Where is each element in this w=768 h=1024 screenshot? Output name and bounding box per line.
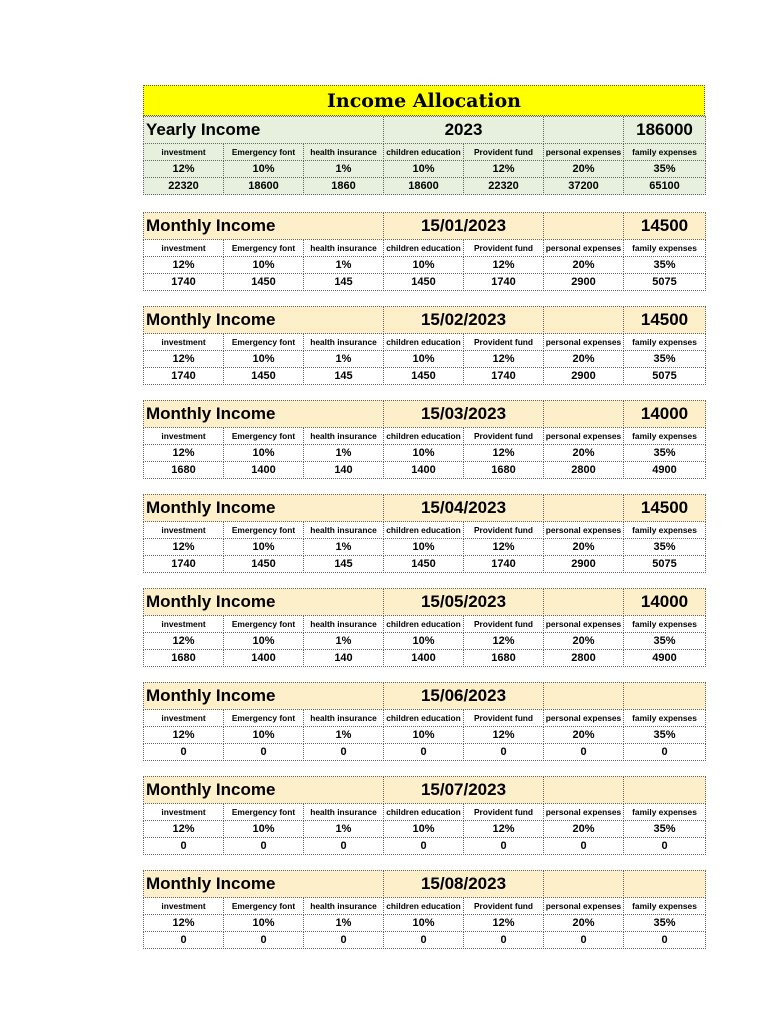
amount-cell[interactable]: 2900 <box>543 367 624 385</box>
amount-cell[interactable]: 0 <box>383 931 464 949</box>
amount-cell[interactable]: 0 <box>303 931 384 949</box>
percentage-cell[interactable]: 12% <box>143 350 224 368</box>
percentage-row <box>143 914 705 931</box>
spacer <box>143 290 705 306</box>
amount-cell[interactable]: 0 <box>383 743 464 761</box>
percentage-cell[interactable]: 10% <box>383 914 464 932</box>
amount-cell[interactable]: 0 <box>143 743 224 761</box>
category-cell[interactable]: Emergency font <box>223 803 304 821</box>
amount-cell[interactable]: 0 <box>463 837 544 855</box>
monthly-date[interactable]: 15/03/2023 <box>383 400 544 428</box>
percentage-cell[interactable]: 35% <box>623 350 706 368</box>
amount-cell[interactable]: 0 <box>623 837 706 855</box>
category-cell[interactable]: children education <box>383 143 464 161</box>
percentage-cell[interactable]: 35% <box>623 632 706 650</box>
category-cell[interactable]: Provident fund <box>463 897 544 915</box>
monthly-date[interactable]: 15/01/2023 <box>383 212 544 240</box>
percentage-cell[interactable]: 1% <box>303 632 384 650</box>
amount-cell[interactable]: 37200 <box>543 177 624 195</box>
amount-cell[interactable]: 145 <box>303 367 384 385</box>
percentage-cell[interactable]: 10% <box>223 538 304 556</box>
category-cell[interactable]: personal expenses <box>543 709 624 727</box>
monthly-income-block <box>143 682 705 760</box>
monthly-date[interactable]: 15/05/2023 <box>383 588 544 616</box>
category-cell[interactable]: children education <box>383 803 464 821</box>
percentage-cell[interactable]: 12% <box>463 914 544 932</box>
monthly-income-block <box>143 400 705 478</box>
category-row <box>143 521 705 538</box>
category-cell[interactable]: investment <box>143 333 224 351</box>
percentage-cell[interactable]: 12% <box>143 914 224 932</box>
monthly-header-row <box>143 306 705 333</box>
percentage-cell[interactable]: 35% <box>623 160 706 178</box>
percentage-cell[interactable]: 35% <box>623 538 706 556</box>
monthly-amount[interactable] <box>623 682 706 710</box>
category-cell[interactable]: family expenses <box>623 615 706 633</box>
spacer <box>143 478 705 494</box>
percentage-cell[interactable]: 10% <box>223 726 304 744</box>
percentage-row <box>143 350 705 367</box>
percentage-cell[interactable]: 10% <box>223 632 304 650</box>
category-cell[interactable]: Provident fund <box>463 143 544 161</box>
amount-cell[interactable]: 0 <box>543 743 624 761</box>
monthly-amount[interactable]: 14500 <box>623 494 706 522</box>
monthly-income-label[interactable]: Monthly Income <box>143 400 384 428</box>
category-row <box>143 143 705 160</box>
monthly-header-row <box>143 870 705 897</box>
percentage-cell[interactable]: 12% <box>463 820 544 838</box>
percentage-cell[interactable]: 35% <box>623 444 706 462</box>
percentage-row <box>143 444 705 461</box>
category-cell[interactable]: children education <box>383 521 464 539</box>
amount-cell[interactable]: 2900 <box>543 555 624 573</box>
category-cell[interactable]: Provident fund <box>463 803 544 821</box>
yearly-year[interactable]: 2023 <box>383 116 544 144</box>
empty-cell[interactable] <box>543 494 624 522</box>
percentage-cell[interactable]: 1% <box>303 444 384 462</box>
percentage-cell[interactable]: 35% <box>623 726 706 744</box>
percentage-cell[interactable]: 1% <box>303 350 384 368</box>
monthly-income-label[interactable]: Monthly Income <box>143 588 384 616</box>
empty-cell[interactable] <box>543 776 624 804</box>
amount-cell[interactable]: 1400 <box>223 649 304 667</box>
category-cell[interactable]: health insurance <box>303 615 384 633</box>
amount-cell[interactable]: 0 <box>223 931 304 949</box>
amount-cell[interactable]: 1740 <box>463 273 544 291</box>
category-cell[interactable]: Emergency font <box>223 521 304 539</box>
monthly-income-block <box>143 776 705 854</box>
amount-cell[interactable]: 22320 <box>463 177 544 195</box>
percentage-cell[interactable]: 35% <box>623 820 706 838</box>
empty-cell[interactable] <box>543 682 624 710</box>
amount-row <box>143 649 705 666</box>
amount-cell[interactable]: 0 <box>303 743 384 761</box>
yearly-income-block <box>143 116 705 194</box>
category-cell[interactable]: Emergency font <box>223 143 304 161</box>
amount-cell[interactable]: 5075 <box>623 367 706 385</box>
category-cell[interactable]: Emergency font <box>223 615 304 633</box>
amount-cell[interactable]: 1740 <box>143 273 224 291</box>
amount-cell[interactable]: 4900 <box>623 461 706 479</box>
monthly-date[interactable]: 15/06/2023 <box>383 682 544 710</box>
monthly-header-row <box>143 682 705 709</box>
percentage-cell[interactable]: 10% <box>223 160 304 178</box>
category-cell[interactable]: children education <box>383 427 464 445</box>
amount-cell[interactable]: 18600 <box>383 177 464 195</box>
category-cell[interactable]: Provident fund <box>463 521 544 539</box>
category-cell[interactable]: Provident fund <box>463 615 544 633</box>
category-row <box>143 427 705 444</box>
yearly-income-label[interactable]: Yearly Income <box>143 116 384 144</box>
category-cell[interactable]: investment <box>143 897 224 915</box>
category-cell[interactable]: health insurance <box>303 239 384 257</box>
amount-row <box>143 931 705 948</box>
empty-cell[interactable] <box>543 306 624 334</box>
category-cell[interactable]: Provident fund <box>463 333 544 351</box>
percentage-cell[interactable]: 20% <box>543 538 624 556</box>
monthly-income-block <box>143 212 705 290</box>
percentage-cell[interactable]: 20% <box>543 914 624 932</box>
category-cell[interactable]: Emergency font <box>223 897 304 915</box>
category-cell[interactable]: family expenses <box>623 427 706 445</box>
category-cell[interactable]: investment <box>143 615 224 633</box>
percentage-cell[interactable]: 10% <box>223 914 304 932</box>
monthly-header-row <box>143 400 705 427</box>
category-cell[interactable]: health insurance <box>303 427 384 445</box>
monthly-blocks <box>143 194 705 948</box>
amount-cell[interactable]: 1740 <box>463 367 544 385</box>
amount-cell[interactable]: 140 <box>303 461 384 479</box>
amount-cell[interactable]: 0 <box>223 837 304 855</box>
category-cell[interactable]: family expenses <box>623 143 706 161</box>
category-cell[interactable]: family expenses <box>623 333 706 351</box>
amount-cell[interactable]: 0 <box>543 931 624 949</box>
monthly-amount[interactable]: 14000 <box>623 588 706 616</box>
category-cell[interactable]: personal expenses <box>543 333 624 351</box>
yearly-amount[interactable]: 186000 <box>623 116 706 144</box>
category-cell[interactable]: children education <box>383 897 464 915</box>
category-cell[interactable]: personal expenses <box>543 897 624 915</box>
amount-cell[interactable]: 1740 <box>463 555 544 573</box>
category-cell[interactable]: personal expenses <box>543 803 624 821</box>
monthly-header-row <box>143 588 705 615</box>
percentage-row <box>143 538 705 555</box>
category-cell[interactable]: children education <box>383 333 464 351</box>
amount-cell[interactable]: 4900 <box>623 649 706 667</box>
category-cell[interactable]: family expenses <box>623 803 706 821</box>
percentage-cell[interactable]: 10% <box>383 160 464 178</box>
amount-cell[interactable]: 2900 <box>543 273 624 291</box>
amount-cell[interactable]: 145 <box>303 555 384 573</box>
category-cell[interactable]: personal expenses <box>543 143 624 161</box>
empty-cell[interactable] <box>543 400 624 428</box>
amount-cell[interactable]: 1450 <box>383 273 464 291</box>
percentage-row <box>143 632 705 649</box>
amount-cell[interactable]: 2800 <box>543 649 624 667</box>
yearly-header-row <box>143 116 705 143</box>
category-cell[interactable]: family expenses <box>623 239 706 257</box>
percentage-cell[interactable]: 12% <box>143 256 224 274</box>
percentage-cell[interactable]: 12% <box>463 444 544 462</box>
monthly-date[interactable]: 15/02/2023 <box>383 306 544 334</box>
category-cell[interactable]: children education <box>383 615 464 633</box>
amount-row <box>143 273 705 290</box>
amount-cell[interactable]: 1450 <box>223 555 304 573</box>
amount-row <box>143 461 705 478</box>
amount-cell[interactable]: 1680 <box>143 461 224 479</box>
percentage-cell[interactable]: 35% <box>623 256 706 274</box>
empty-cell[interactable] <box>543 870 624 898</box>
monthly-amount[interactable] <box>623 776 706 804</box>
category-row <box>143 709 705 726</box>
monthly-header-row <box>143 212 705 239</box>
amount-cell[interactable]: 1400 <box>223 461 304 479</box>
category-cell[interactable]: health insurance <box>303 333 384 351</box>
monthly-income-label[interactable]: Monthly Income <box>143 212 384 240</box>
amount-cell[interactable]: 1680 <box>463 649 544 667</box>
monthly-income-label[interactable]: Monthly Income <box>143 682 384 710</box>
category-cell[interactable]: health insurance <box>303 897 384 915</box>
category-cell[interactable]: family expenses <box>623 897 706 915</box>
category-cell[interactable]: family expenses <box>623 521 706 539</box>
percentage-cell[interactable]: 1% <box>303 538 384 556</box>
percentage-cell[interactable]: 1% <box>303 820 384 838</box>
spacer <box>143 384 705 400</box>
amount-cell[interactable]: 1400 <box>383 461 464 479</box>
monthly-date[interactable]: 15/08/2023 <box>383 870 544 898</box>
amount-cell[interactable]: 1740 <box>143 555 224 573</box>
category-cell[interactable]: Emergency font <box>223 427 304 445</box>
percentage-cell[interactable]: 10% <box>223 350 304 368</box>
monthly-income-block <box>143 588 705 666</box>
category-cell[interactable]: Emergency font <box>223 709 304 727</box>
category-cell[interactable]: investment <box>143 143 224 161</box>
category-cell[interactable]: Provident fund <box>463 239 544 257</box>
empty-cell[interactable] <box>543 212 624 240</box>
percentage-cell[interactable]: 1% <box>303 256 384 274</box>
percentage-cell[interactable]: 10% <box>223 256 304 274</box>
category-cell[interactable]: Provident fund <box>463 709 544 727</box>
percentage-cell[interactable]: 12% <box>463 160 544 178</box>
spacer <box>143 194 705 212</box>
category-cell[interactable]: health insurance <box>303 709 384 727</box>
amount-cell[interactable]: 140 <box>303 649 384 667</box>
amount-cell[interactable]: 65100 <box>623 177 706 195</box>
category-row <box>143 239 705 256</box>
amount-cell[interactable]: 2800 <box>543 461 624 479</box>
monthly-income-block <box>143 306 705 384</box>
percentage-cell[interactable]: 12% <box>143 160 224 178</box>
spacer <box>143 572 705 588</box>
amount-cell[interactable]: 1860 <box>303 177 384 195</box>
percentage-row <box>143 820 705 837</box>
amount-cell[interactable]: 0 <box>623 931 706 949</box>
percentage-cell[interactable]: 12% <box>143 538 224 556</box>
category-cell[interactable]: personal expenses <box>543 615 624 633</box>
category-cell[interactable]: health insurance <box>303 143 384 161</box>
percentage-cell[interactable]: 10% <box>383 538 464 556</box>
sheet-title[interactable]: Income Allocation <box>143 85 705 116</box>
monthly-amount[interactable]: 14500 <box>623 306 706 334</box>
amount-row <box>143 367 705 384</box>
amount-cell[interactable]: 1680 <box>463 461 544 479</box>
amount-cell[interactable]: 0 <box>463 931 544 949</box>
category-cell[interactable]: Emergency font <box>223 239 304 257</box>
percentage-cell[interactable]: 12% <box>463 632 544 650</box>
amount-cell[interactable]: 0 <box>543 837 624 855</box>
amount-cell[interactable]: 1450 <box>223 367 304 385</box>
monthly-date[interactable]: 15/04/2023 <box>383 494 544 522</box>
category-cell[interactable]: children education <box>383 239 464 257</box>
amount-cell[interactable]: 0 <box>383 837 464 855</box>
monthly-header-row <box>143 776 705 803</box>
amount-cell[interactable]: 1680 <box>143 649 224 667</box>
amount-cell[interactable]: 0 <box>623 743 706 761</box>
amount-cell[interactable]: 145 <box>303 273 384 291</box>
percentage-cell[interactable]: 12% <box>463 538 544 556</box>
monthly-amount[interactable]: 14500 <box>623 212 706 240</box>
percentage-cell[interactable]: 20% <box>543 726 624 744</box>
empty-cell[interactable] <box>543 588 624 616</box>
percentage-cell[interactable]: 20% <box>543 444 624 462</box>
spacer <box>143 760 705 776</box>
category-cell[interactable]: family expenses <box>623 709 706 727</box>
percentage-cell[interactable]: 12% <box>143 444 224 462</box>
percentage-cell[interactable]: 20% <box>543 632 624 650</box>
percentage-row <box>143 726 705 743</box>
amount-row <box>143 743 705 760</box>
percentage-cell[interactable]: 10% <box>383 726 464 744</box>
amount-cell[interactable]: 5075 <box>623 555 706 573</box>
amount-cell[interactable]: 18600 <box>223 177 304 195</box>
percentage-cell[interactable]: 10% <box>223 820 304 838</box>
category-cell[interactable]: personal expenses <box>543 521 624 539</box>
category-cell[interactable]: health insurance <box>303 803 384 821</box>
category-cell[interactable]: Emergency font <box>223 333 304 351</box>
category-cell[interactable]: investment <box>143 803 224 821</box>
empty-cell[interactable] <box>543 116 624 144</box>
category-cell[interactable]: investment <box>143 709 224 727</box>
percentage-cell[interactable]: 12% <box>463 350 544 368</box>
percentage-cell[interactable]: 10% <box>383 444 464 462</box>
percentage-cell[interactable]: 10% <box>383 632 464 650</box>
amount-cell[interactable]: 0 <box>223 743 304 761</box>
percentage-cell[interactable]: 12% <box>463 256 544 274</box>
category-cell[interactable]: Provident fund <box>463 427 544 445</box>
amount-cell[interactable]: 1450 <box>383 555 464 573</box>
amount-cell[interactable]: 1740 <box>143 367 224 385</box>
amount-cell[interactable]: 22320 <box>143 177 224 195</box>
percentage-cell[interactable]: 12% <box>143 726 224 744</box>
percentage-cell[interactable]: 12% <box>463 726 544 744</box>
category-cell[interactable]: personal expenses <box>543 427 624 445</box>
percentage-cell[interactable]: 20% <box>543 256 624 274</box>
category-row <box>143 897 705 914</box>
amount-cell[interactable]: 5075 <box>623 273 706 291</box>
percentage-cell[interactable]: 1% <box>303 914 384 932</box>
category-row <box>143 333 705 350</box>
percentage-cell[interactable]: 35% <box>623 914 706 932</box>
amount-row <box>143 837 705 854</box>
monthly-income-label[interactable]: Monthly Income <box>143 494 384 522</box>
amount-cell[interactable]: 0 <box>303 837 384 855</box>
category-cell[interactable]: children education <box>383 709 464 727</box>
monthly-header-row <box>143 494 705 521</box>
spacer <box>143 666 705 682</box>
amount-row <box>143 555 705 572</box>
income-allocation-sheet <box>143 85 705 948</box>
percentage-cell[interactable]: 10% <box>383 350 464 368</box>
percentage-row <box>143 256 705 273</box>
amount-cell[interactable]: 1400 <box>383 649 464 667</box>
percentage-cell[interactable]: 20% <box>543 350 624 368</box>
percentage-cell[interactable]: 10% <box>383 256 464 274</box>
percentage-cell[interactable]: 12% <box>143 632 224 650</box>
percentage-cell[interactable]: 10% <box>383 820 464 838</box>
monthly-amount[interactable] <box>623 870 706 898</box>
category-row <box>143 615 705 632</box>
spacer <box>143 854 705 870</box>
amount-cell[interactable]: 0 <box>143 837 224 855</box>
percentage-cell[interactable]: 20% <box>543 160 624 178</box>
amount-cell[interactable]: 0 <box>143 931 224 949</box>
monthly-income-label[interactable]: Monthly Income <box>143 776 384 804</box>
monthly-income-block <box>143 870 705 948</box>
amount-cell[interactable]: 1450 <box>223 273 304 291</box>
percentage-cell[interactable]: 20% <box>543 820 624 838</box>
monthly-amount[interactable]: 14000 <box>623 400 706 428</box>
amount-cell[interactable]: 0 <box>463 743 544 761</box>
category-cell[interactable]: investment <box>143 427 224 445</box>
percentage-row <box>143 160 705 177</box>
category-cell[interactable]: personal expenses <box>543 239 624 257</box>
monthly-income-label[interactable]: Monthly Income <box>143 306 384 334</box>
percentage-cell[interactable]: 10% <box>223 444 304 462</box>
monthly-date[interactable]: 15/07/2023 <box>383 776 544 804</box>
monthly-income-block <box>143 494 705 572</box>
amount-cell[interactable]: 1450 <box>383 367 464 385</box>
percentage-cell[interactable]: 12% <box>143 820 224 838</box>
percentage-cell[interactable]: 1% <box>303 726 384 744</box>
category-row <box>143 803 705 820</box>
category-cell[interactable]: health insurance <box>303 521 384 539</box>
amount-row <box>143 177 705 194</box>
percentage-cell[interactable]: 1% <box>303 160 384 178</box>
category-cell[interactable]: investment <box>143 239 224 257</box>
monthly-income-label[interactable]: Monthly Income <box>143 870 384 898</box>
category-cell[interactable]: investment <box>143 521 224 539</box>
